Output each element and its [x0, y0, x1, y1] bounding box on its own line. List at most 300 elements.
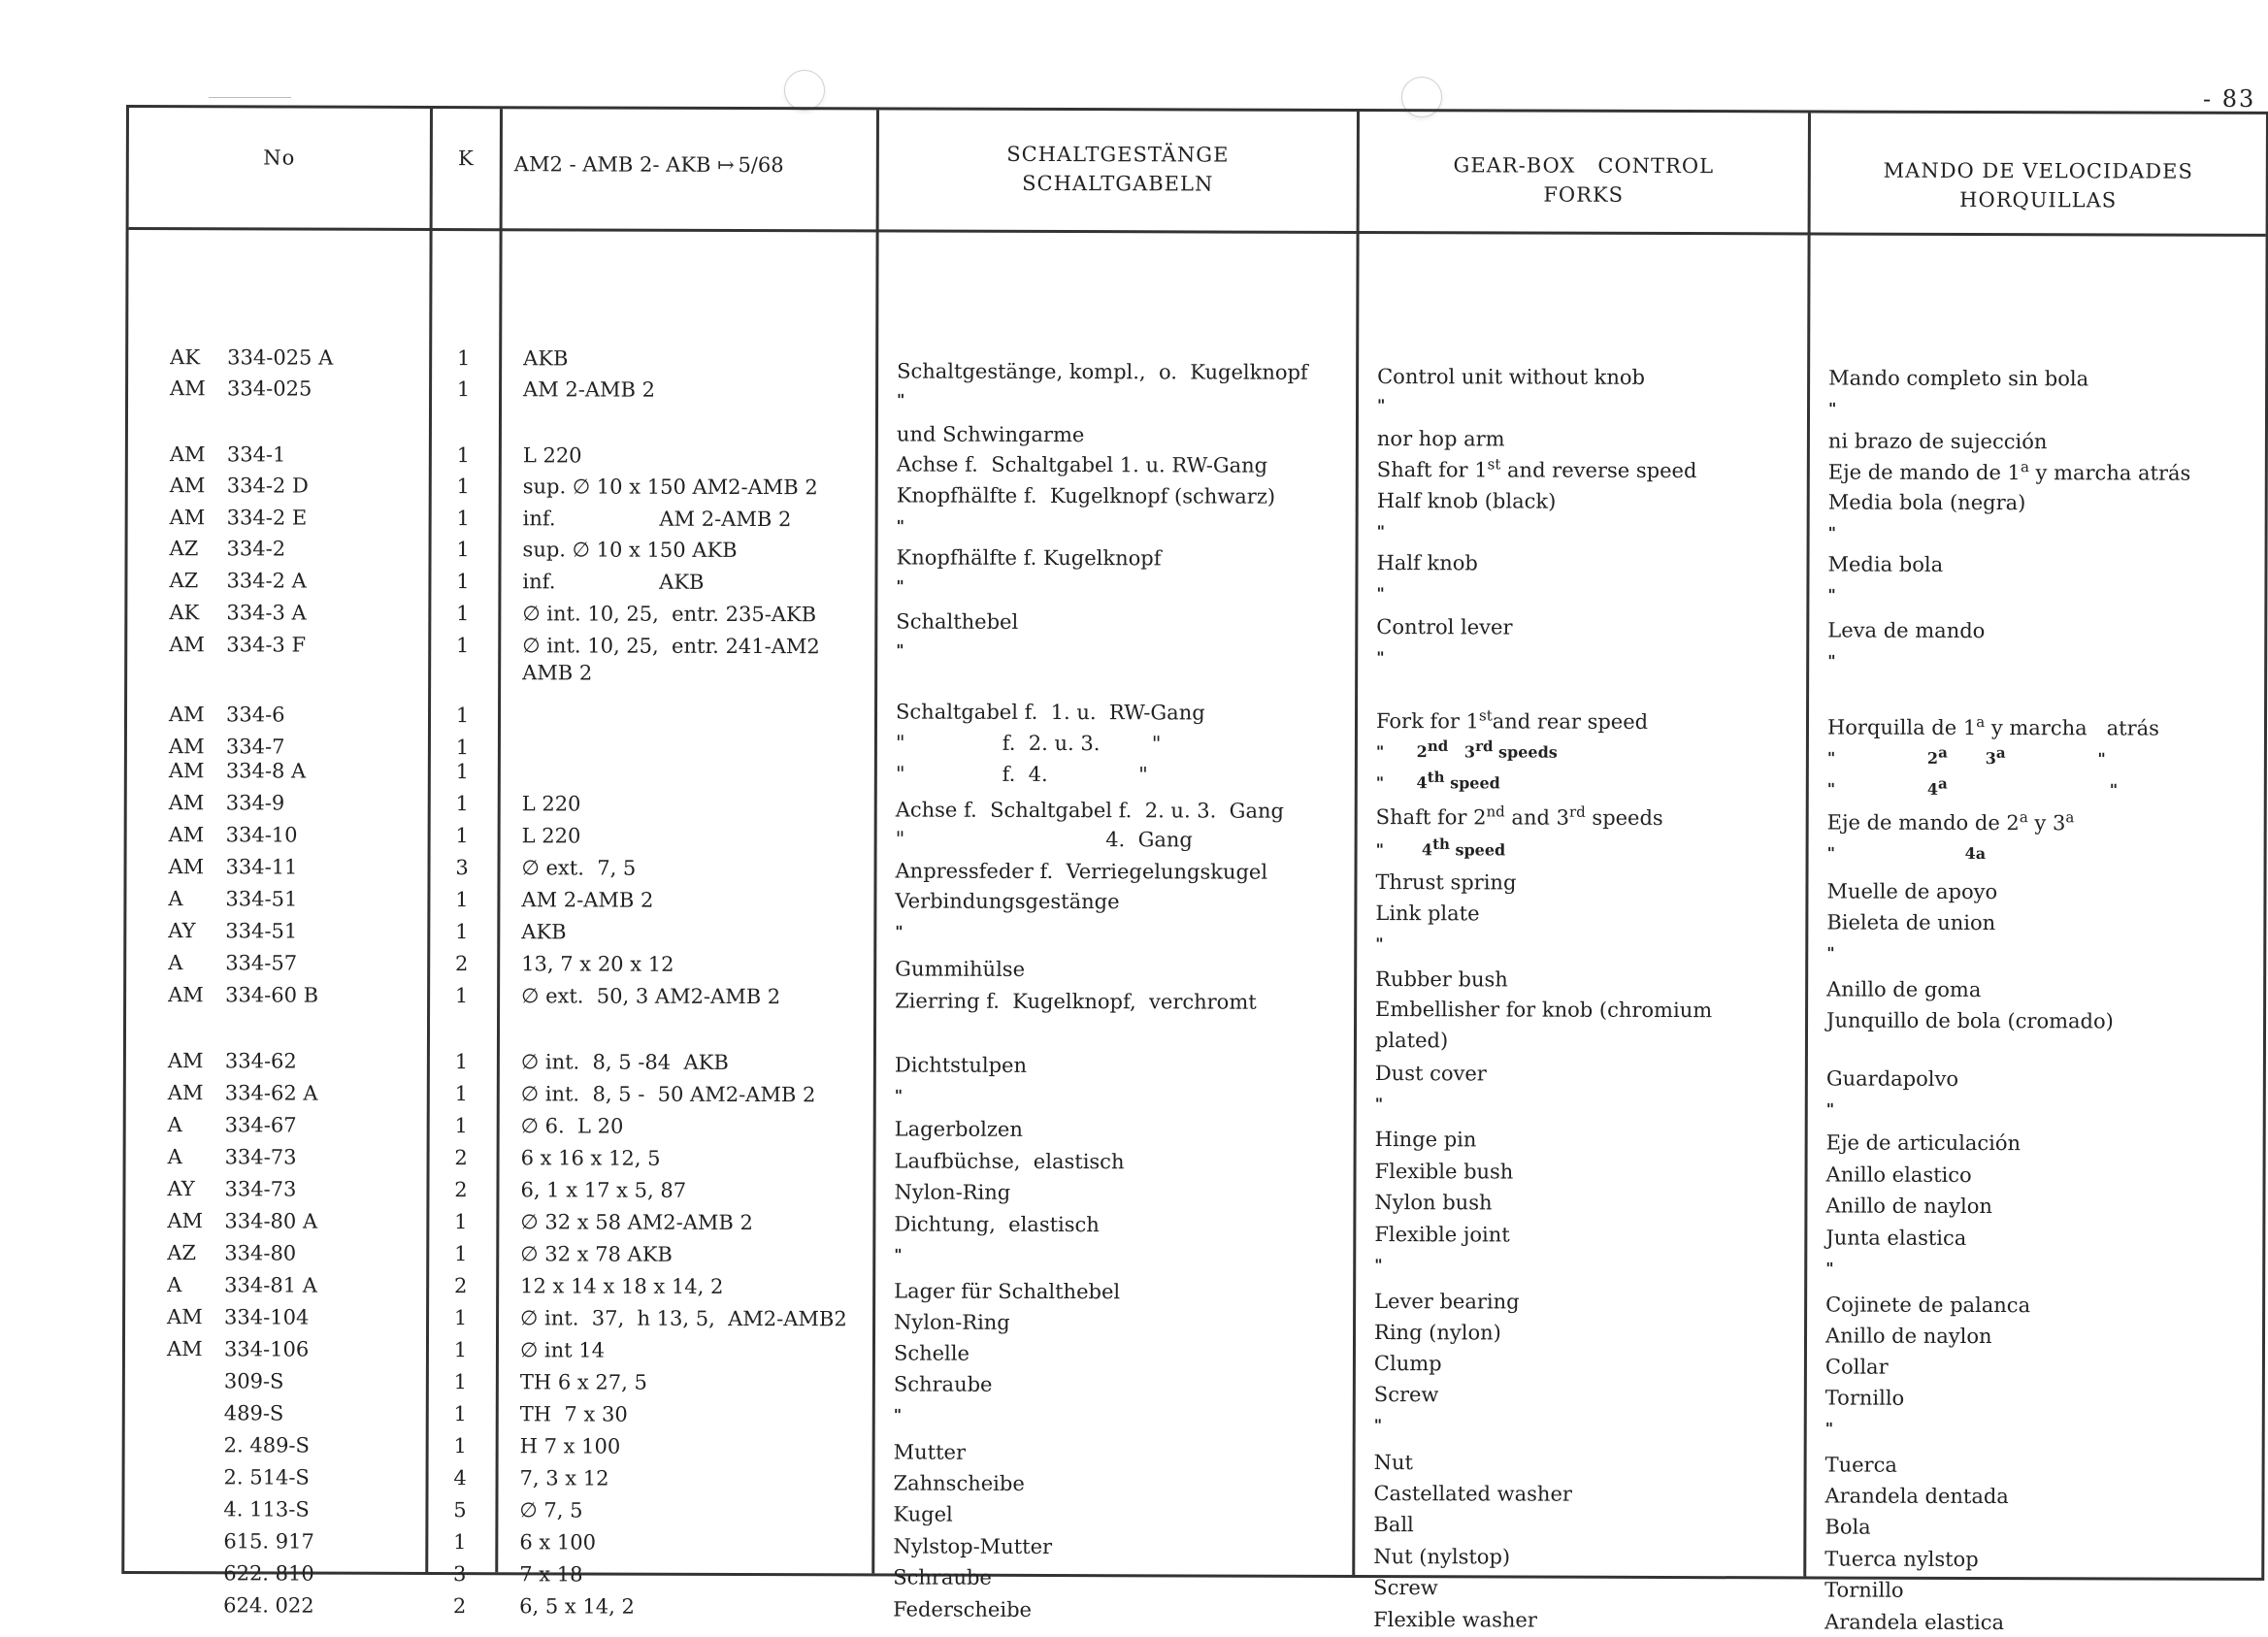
german-description: Federscheibe	[893, 1595, 1032, 1622]
ordinal-suffix: st	[1488, 455, 1501, 473]
part-prefix: AM	[170, 375, 206, 402]
text-fragment: and 3	[1505, 805, 1569, 829]
part-spec: TH 7 x 30	[520, 1400, 628, 1427]
text-fragment: and rear speed	[1493, 709, 1648, 734]
part-spec: 12 x 14 x 18 x 14, 2	[520, 1272, 723, 1300]
part-prefix: AY	[168, 917, 195, 944]
part-number: 334-2 A	[226, 567, 306, 594]
part-quantity: 1	[431, 734, 494, 761]
part-prefix: A	[168, 949, 182, 976]
part-spec: ∅ 6. L 20	[521, 1112, 624, 1139]
header-english-line1: GEAR-BOX CONTROL	[1360, 150, 1808, 180]
part-number: 334-025	[227, 375, 312, 402]
part-number: 334-62 A	[225, 1079, 318, 1106]
part-quantity: 1	[432, 536, 495, 563]
english-description: Shaft for 2nd and 3rd speeds	[1376, 803, 1663, 832]
part-number: 334-80 A	[224, 1207, 317, 1234]
part-number: 624. 022	[223, 1591, 314, 1619]
part-spec: 6 x 100	[519, 1528, 596, 1555]
german-description: Achse f. Schaltgabel f. 2. u. 3. Gang	[896, 796, 1284, 824]
spanish-description: Anillo de goma	[1826, 976, 1981, 1004]
part-spec: ∅ int. 37, h 13, 5, AM2-AMB2	[520, 1304, 847, 1332]
part-quantity: 1	[432, 376, 495, 403]
part-number: 334-1	[227, 441, 286, 468]
part-prefix: AM	[169, 757, 205, 784]
german-description: Zahnscheibe	[893, 1469, 1024, 1496]
scan-mark	[209, 97, 291, 98]
part-number: 334-8 A	[226, 757, 306, 784]
ditto-mark: " 2nd 3rd speeds	[1376, 738, 1558, 767]
part-number: 334-51	[225, 917, 297, 944]
part-number: 334-7	[226, 733, 285, 760]
part-number: 334-10	[226, 821, 298, 848]
part-spec: AKB	[521, 918, 566, 945]
ditto-mark: "	[1374, 1412, 1382, 1439]
part-number: 334-106	[224, 1335, 309, 1362]
ordinal-suffix: th	[1432, 835, 1450, 853]
part-quantity: 1	[432, 442, 495, 469]
part-quantity: 1	[432, 344, 495, 372]
ordinal-suffix: a	[1976, 713, 1985, 731]
part-prefix: AY	[167, 1175, 194, 1202]
text-fragment: 2	[1384, 742, 1428, 761]
german-description: Mutter	[894, 1438, 966, 1465]
spanish-description: Anillo de naylon	[1825, 1193, 1992, 1221]
ordinal-suffix: a	[1938, 744, 1948, 762]
text-fragment: speeds	[1493, 742, 1557, 761]
part-spec: inf. AM 2-AMB 2	[523, 505, 792, 533]
part-spec: ∅ ext. 7, 5	[521, 854, 636, 881]
part-prefix: AM	[168, 1079, 204, 1106]
part-quantity: 2	[430, 950, 493, 977]
part-number: 334-80	[224, 1239, 296, 1266]
ditto-mark: "	[1375, 931, 1383, 958]
english-description: Flexible washer	[1373, 1606, 1537, 1634]
part-spec: sup. ∅ 10 x 150 AKB	[523, 536, 738, 564]
spanish-description: ni brazo de sujección	[1828, 428, 2048, 456]
column-divider	[495, 109, 503, 1572]
header-spanish	[1811, 155, 2266, 214]
part-prefix: AM	[168, 853, 204, 880]
part-number: 334-73	[225, 1143, 297, 1170]
part-spec: ∅ 32 x 78 AKB	[520, 1240, 673, 1267]
part-quantity: 1	[430, 886, 493, 913]
english-description: Link plate	[1375, 900, 1479, 927]
page-number: - 83	[2203, 85, 2255, 113]
part-spec: H 7 x 100	[520, 1432, 621, 1459]
part-number: 334-3 F	[226, 631, 306, 658]
ditto-mark: "	[1827, 582, 1835, 609]
english-description: Hinge pin	[1375, 1126, 1477, 1153]
ordinal-suffix: a	[1938, 775, 1948, 793]
part-number: 489-S	[224, 1399, 284, 1426]
part-spec: ∅ ext. 50, 3 AM2-AMB 2	[521, 982, 780, 1010]
part-number: 615. 917	[223, 1527, 314, 1555]
part-quantity: 2	[429, 1272, 492, 1299]
part-prefix: AM	[168, 1047, 204, 1074]
column-divider	[871, 110, 879, 1573]
german-description: Gummihülse	[895, 955, 1025, 982]
part-quantity: 1	[431, 790, 494, 817]
english-description: Ball	[1373, 1511, 1413, 1538]
text-fragment: 3	[1448, 742, 1475, 761]
text-fragment: 4	[1384, 773, 1428, 792]
part-spec: 13, 7 x 20 x 12	[521, 950, 674, 977]
text-fragment: 3	[1948, 749, 1996, 768]
ordinal-suffix: a	[2065, 808, 2074, 826]
spanish-description: Media bola	[1827, 551, 1943, 578]
english-description: Half knob (black)	[1377, 487, 1557, 515]
ditto-mark: "	[1826, 1097, 1834, 1124]
part-number: 334-51	[225, 885, 297, 912]
ordinal-suffix: a	[2020, 808, 2028, 826]
ditto-mark: " 4a	[1827, 840, 1987, 868]
english-description: Clump	[1374, 1350, 1442, 1377]
part-quantity: 5	[428, 1496, 491, 1523]
ditto-mark: " 4$^a$ "	[1827, 776, 2118, 804]
text-fragment: and reverse speed	[1500, 458, 1696, 482]
part-prefix: A	[168, 1111, 182, 1138]
part-number: 334-73	[224, 1175, 296, 1202]
text-fragment: 4a	[1835, 844, 1986, 863]
part-spec: 7, 3 x 12	[520, 1464, 609, 1491]
header-k: K	[433, 144, 500, 173]
ditto-mark: "	[896, 637, 904, 664]
part-prefix: AK	[170, 344, 200, 371]
part-prefix: A	[168, 885, 182, 912]
spanish-description: Junquillo de bola (cromado)	[1826, 1007, 2114, 1035]
german-description: " 4. Gang	[896, 825, 1193, 853]
ditto-mark: "	[895, 1082, 903, 1109]
german-description: Schaltgestänge, kompl., o. Kugelknopf	[897, 357, 1308, 385]
german-description: Knopfhälfte f. Kugelknopf (schwarz)	[897, 481, 1275, 509]
header-german-line1: SCHALTGESTÄNGE	[879, 139, 1357, 170]
english-description: Flexible joint	[1374, 1221, 1509, 1248]
part-quantity: 1	[429, 1368, 492, 1395]
spanish-description: Eje de articulación	[1826, 1130, 2021, 1158]
part-quantity: 1	[430, 918, 493, 945]
part-spec: ∅ int. 8, 5 -84 AKB	[521, 1048, 729, 1076]
part-number: 334-62	[225, 1047, 297, 1074]
part-prefix: AZ	[167, 1239, 196, 1266]
spanish-description: Media bola (negra)	[1828, 489, 2026, 517]
header-divider	[129, 227, 2266, 237]
spanish-description: Junta elastica	[1825, 1225, 1966, 1252]
german-description: Nylon-Ring	[894, 1308, 1010, 1335]
text-fragment: 4	[1835, 780, 1938, 799]
part-quantity: 2	[429, 1176, 492, 1203]
ditto-mark: "	[1828, 520, 1836, 547]
english-description: nor hop arm	[1377, 425, 1505, 452]
part-quantity: 1	[429, 1336, 492, 1363]
spanish-description: Leva de mando	[1827, 617, 1985, 645]
part-spec: AKB	[523, 344, 568, 372]
part-prefix: AZ	[170, 535, 199, 562]
part-quantity: 1	[428, 1528, 491, 1555]
part-prefix: AM	[168, 981, 204, 1008]
part-quantity: 1	[430, 1048, 493, 1075]
spanish-description: Muelle de apoyo	[1826, 878, 1997, 906]
part-prefix: AM	[167, 1207, 203, 1234]
header-spanish-line2: HORQUILLAS	[1811, 184, 2266, 214]
part-number: 334-57	[225, 949, 297, 976]
german-description: Knopfhälfte f. Kugelknopf	[896, 543, 1161, 572]
ditto-mark: "	[1375, 1091, 1383, 1118]
part-number: 2. 514-S	[224, 1463, 310, 1490]
part-quantity: 1	[431, 822, 494, 849]
spanish-description: Guardapolvo	[1826, 1065, 1958, 1093]
part-spec: ∅ int. 10, 25, entr. 235-AKB	[522, 600, 816, 628]
part-number: 334-67	[225, 1111, 297, 1138]
header-models	[503, 149, 876, 180]
ditto-mark: " 4th speed	[1376, 836, 1506, 864]
part-number: 4. 113-S	[223, 1495, 309, 1522]
german-description: Kugel	[893, 1500, 952, 1527]
spanish-description: Eje de mando de 1$^a$ y marcha atrás	[1828, 459, 2191, 487]
parts-table	[121, 105, 2268, 1581]
english-description: Dust cover	[1375, 1060, 1487, 1087]
part-spec: L 220	[522, 822, 581, 849]
spanish-description: Eje de mando de 2$^a$ y 3$^a$	[1827, 809, 2075, 837]
part-quantity: 2	[428, 1592, 491, 1620]
part-prefix: AM	[169, 733, 205, 760]
ditto-mark: "	[1825, 1416, 1833, 1443]
part-spec: sup. ∅ 10 x 150 AM2-AMB 2	[523, 473, 818, 501]
spanish-description: Tuerca	[1825, 1452, 1897, 1479]
spanish-description: Mando completo sin bola	[1828, 365, 2088, 393]
ditto-mark: "	[1827, 648, 1835, 675]
part-prefix: AM	[167, 1303, 203, 1330]
part-prefix: AM	[169, 821, 205, 848]
german-description: Nylon-Ring	[894, 1178, 1010, 1205]
english-description: Rubber bush	[1375, 966, 1508, 993]
part-number: 334-11	[225, 853, 297, 880]
column-divider	[1803, 113, 1811, 1576]
part-number: 334-2 D	[227, 472, 309, 499]
english-description: Half knob	[1376, 549, 1477, 576]
ditto-mark: "	[1825, 1256, 1833, 1283]
part-quantity: 1	[432, 505, 495, 532]
part-spec: 6, 1 x 17 x 5, 87	[520, 1176, 686, 1204]
part-quantity: 1	[431, 702, 494, 729]
part-number: 334-2 E	[227, 504, 308, 531]
ditto-mark: "	[1377, 392, 1385, 419]
text-fragment: speed	[1445, 773, 1500, 792]
part-spec: L 220	[523, 442, 582, 469]
ordinal-suffix: st	[1479, 706, 1493, 724]
part-spec: AMB 2	[522, 659, 592, 686]
ditto-mark: "	[1828, 396, 1836, 423]
part-spec: ∅ int. 8, 5 - 50 AM2-AMB 2	[521, 1080, 816, 1108]
spanish-description: Tornillo	[1824, 1577, 1903, 1604]
arrow-icon: ↦	[717, 153, 732, 177]
ordinal-suffix: a	[2021, 458, 2029, 475]
english-description: Control unit without knob	[1377, 363, 1645, 391]
german-description: Laufbüchse, elastisch	[895, 1147, 1125, 1175]
part-number: 309-S	[224, 1367, 284, 1394]
part-spec: ∅ 7, 5	[519, 1496, 582, 1523]
part-quantity: 1	[429, 1208, 492, 1235]
ditto-mark: "	[896, 573, 904, 600]
ordinal-suffix: nd	[1487, 802, 1505, 820]
german-description: Schelle	[894, 1339, 970, 1366]
part-quantity: 2	[430, 1144, 493, 1171]
part-spec: TH 6 x 27, 5	[520, 1368, 647, 1395]
part-quantity: 1	[429, 1240, 492, 1267]
ditto-mark: "	[1826, 940, 1834, 967]
part-number: 334-6	[226, 701, 285, 728]
part-spec: AM 2-AMB 2	[521, 886, 653, 913]
part-number: 334-60 B	[225, 981, 318, 1008]
english-description: Shaft for 1st and reverse speed	[1377, 456, 1697, 484]
header-models-date: 5/68	[738, 153, 783, 177]
part-prefix: AM	[169, 631, 205, 658]
part-prefix: AZ	[169, 567, 198, 594]
english-description: Lever bearing	[1374, 1288, 1520, 1315]
part-number: 334-3 A	[226, 599, 306, 626]
text-fragment: 2	[1835, 749, 1938, 768]
part-prefix: AM	[170, 504, 206, 531]
spanish-description: Tornillo	[1825, 1385, 1904, 1412]
header-english-line2: FORKS	[1360, 180, 1808, 210]
part-number: 334-025 A	[227, 344, 333, 371]
part-number: 334-104	[224, 1303, 309, 1330]
german-description: und Schwingarme	[897, 420, 1084, 448]
part-quantity: 1	[430, 982, 493, 1009]
part-prefix: A	[167, 1271, 181, 1298]
ditto-mark: "	[897, 512, 904, 540]
german-description: Verbindungsgestänge	[895, 887, 1119, 915]
english-description: Screw	[1374, 1381, 1439, 1408]
ordinal-suffix: nd	[1428, 737, 1448, 755]
text-fragment: speeds	[1586, 806, 1663, 830]
english-description: Nylon bush	[1374, 1189, 1492, 1216]
ditto-mark: "	[894, 1401, 902, 1428]
text-fragment: speed	[1450, 840, 1505, 859]
header-spanish-line1: MANDO DE VELOCIDADES	[1811, 155, 2266, 185]
spanish-description: Tuerca nylstop	[1824, 1546, 1978, 1573]
english-description: Nut (nylstop)	[1373, 1543, 1510, 1570]
spanish-description: Bola	[1824, 1514, 1870, 1541]
english-description: Control lever	[1376, 613, 1512, 640]
header-no: No	[129, 143, 430, 173]
part-quantity: 1	[430, 1080, 493, 1107]
german-description: Dichtstulpen	[895, 1051, 1027, 1078]
german-description: Schaltgabel f. 1. u. RW-Gang	[896, 698, 1205, 726]
german-description: Schalthebel	[896, 607, 1018, 635]
punch-hole-left	[784, 70, 825, 111]
header-english	[1360, 150, 1808, 210]
text-fragment: y 3	[2028, 811, 2066, 835]
part-spec: L 220	[522, 790, 581, 817]
english-description: Ring (nylon)	[1374, 1319, 1501, 1346]
part-spec: ∅ int 14	[520, 1336, 605, 1363]
part-prefix: AM	[169, 701, 205, 728]
english-description: plated)	[1375, 1027, 1448, 1054]
part-prefix: AM	[170, 441, 206, 468]
part-number: 2. 489-S	[224, 1431, 310, 1458]
ordinal-suffix: a	[1996, 744, 2006, 762]
ordinal-suffix: rd	[1569, 803, 1586, 821]
part-prefix: AM	[167, 1335, 203, 1362]
header-models-text: AM2 - AMB 2- AKB	[514, 152, 711, 177]
part-number: 622. 810	[223, 1559, 314, 1587]
ditto-mark: " 2$^a$ 3$^a$ "	[1827, 745, 2106, 773]
part-spec: ∅ int. 10, 25, entr. 241-AM2	[522, 632, 820, 660]
spanish-description: Collar	[1825, 1354, 1889, 1381]
header-german-line2: SCHALTGABELN	[879, 168, 1357, 199]
german-description: " f. 2. u. 3. "	[896, 729, 1162, 757]
german-description: Schraube	[893, 1563, 992, 1590]
english-description: Embellisher for knob (chromium	[1375, 996, 1712, 1024]
part-quantity: 1	[430, 1112, 493, 1139]
german-description: Lagerbolzen	[895, 1115, 1023, 1142]
spanish-description: Arandela elastica	[1824, 1609, 2004, 1637]
text-fragment: y marcha atrás	[2029, 461, 2191, 485]
german-description: Dichtung, elastisch	[894, 1210, 1100, 1238]
german-description: Zierring f. Kugelknopf, verchromt	[895, 987, 1257, 1015]
text-fragment: "	[2006, 749, 2106, 768]
ordinal-suffix: rd	[1475, 737, 1493, 755]
ditto-mark: " 4th speed	[1376, 769, 1500, 797]
part-spec: ∅ 32 x 58 AM2-AMB 2	[520, 1208, 753, 1236]
part-spec: inf. AKB	[522, 568, 704, 596]
ditto-mark: "	[1374, 1252, 1382, 1279]
spanish-description: Cojinete de palanca	[1825, 1292, 2030, 1320]
spanish-description: Anillo elastico	[1826, 1162, 1972, 1189]
ditto-mark: "	[895, 918, 903, 945]
english-description: Screw	[1373, 1574, 1438, 1601]
part-quantity: 1	[431, 758, 494, 785]
part-number: 334-81 A	[224, 1271, 317, 1298]
column-divider	[1352, 112, 1360, 1575]
part-number: 334-9	[226, 789, 285, 816]
german-description: Nylstop-Mutter	[893, 1532, 1052, 1560]
english-description: Nut	[1374, 1449, 1413, 1476]
part-spec: 6 x 16 x 12, 5	[521, 1144, 661, 1171]
part-quantity: 4	[429, 1464, 492, 1491]
part-quantity: 3	[430, 854, 493, 881]
part-spec: 7 x 18	[519, 1560, 582, 1588]
german-description: " f. 4. "	[896, 760, 1148, 788]
part-quantity: 1	[429, 1304, 492, 1331]
ditto-mark: "	[1377, 518, 1385, 545]
ditto-mark: "	[897, 386, 904, 413]
text-fragment: 4	[1384, 840, 1432, 859]
part-quantity: 1	[432, 473, 495, 500]
spanish-description: Arandela dentada	[1824, 1483, 2008, 1511]
english-description: Flexible bush	[1375, 1158, 1514, 1185]
part-quantity: 3	[428, 1560, 491, 1588]
part-quantity: 1	[431, 600, 494, 627]
header-german	[879, 139, 1357, 199]
text-fragment: "	[1948, 780, 2119, 800]
spanish-description: Horquilla de 1$^a$ y marcha atrás	[1827, 714, 2159, 742]
german-description: Achse f. Schaltgabel 1. u. RW-Gang	[897, 450, 1267, 478]
english-description: Castellated washer	[1373, 1480, 1572, 1508]
german-description: Anpressfeder f. Verriegelungskugel	[895, 857, 1267, 885]
part-prefix: AK	[169, 599, 199, 626]
part-quantity: 1	[429, 1432, 492, 1459]
part-prefix: A	[168, 1143, 182, 1170]
part-spec: AM 2-AMB 2	[523, 376, 655, 403]
ditto-mark: "	[894, 1241, 902, 1268]
part-quantity: 1	[431, 568, 494, 595]
part-quantity: 1	[431, 632, 494, 659]
english-description: Thrust spring	[1375, 868, 1516, 896]
spanish-description: Anillo de naylon	[1825, 1323, 1992, 1351]
english-description: Fork for 1stand rear speed	[1376, 707, 1648, 736]
